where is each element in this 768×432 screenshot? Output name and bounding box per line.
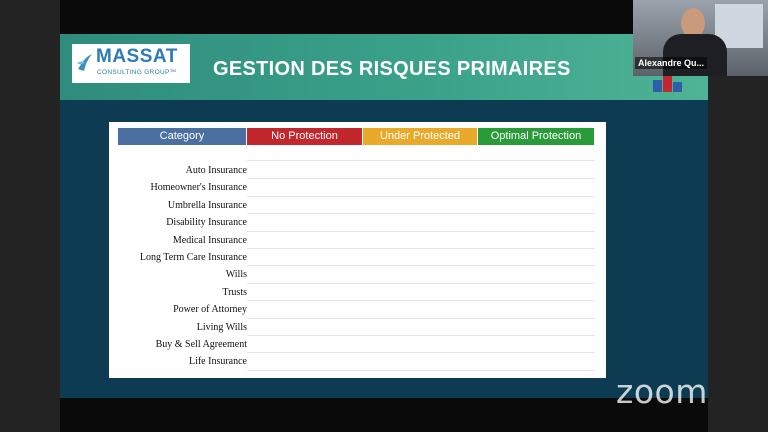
protection-table <box>109 122 606 378</box>
row-label: Living Wills <box>196 321 247 333</box>
row-label: Buy & Sell Agreement <box>155 339 247 350</box>
slide-title: GESTION DES RISQUES PRIMAIRES <box>213 58 571 80</box>
row-divider <box>247 248 595 249</box>
participant-video[interactable] <box>633 0 768 76</box>
row-label: Medical Insurance <box>172 234 247 246</box>
participant-name: Alexandre Qu... <box>635 57 707 69</box>
row-label: Trusts <box>222 286 247 298</box>
participant-body <box>663 34 727 76</box>
table-header-optimal-protection: Optimal Protection <box>478 128 594 145</box>
logo-name: MASSAT <box>96 46 178 67</box>
row-label: Disability Insurance <box>166 217 247 229</box>
row-label: Auto Insurance <box>185 165 247 176</box>
row-label: Long Term Care Insurance <box>139 252 247 263</box>
zoom-watermark: zoom <box>616 372 708 411</box>
row-divider <box>247 178 595 179</box>
row-divider <box>247 318 595 319</box>
row-divider <box>247 335 595 336</box>
row-label: Life Insurance <box>188 356 247 368</box>
row-label: Homeowner's Insurance <box>150 182 247 194</box>
decorative-icon <box>653 76 683 92</box>
row-label: Power of Attorney <box>173 304 247 316</box>
bird-logo-icon <box>76 51 94 73</box>
table-header-no-protection: No Protection <box>247 128 362 145</box>
row-divider <box>247 231 595 232</box>
table-header-category: Category <box>118 128 246 145</box>
row-divider <box>247 196 595 197</box>
row-divider <box>247 352 595 353</box>
row-label: Umbrella Insurance <box>167 199 247 211</box>
row-divider <box>247 283 595 284</box>
table-header-under-protected: Under Protected <box>363 128 477 145</box>
slide-banner <box>60 34 708 100</box>
row-label: Wills <box>225 269 247 281</box>
row-divider <box>247 160 595 161</box>
row-divider <box>247 370 595 371</box>
presentation-slide <box>60 34 708 398</box>
row-divider <box>247 300 595 301</box>
row-divider <box>247 265 595 266</box>
row-divider <box>247 213 595 214</box>
company-logo <box>72 44 190 83</box>
logo-subtitle: CONSULTING GROUP™ <box>97 69 177 76</box>
